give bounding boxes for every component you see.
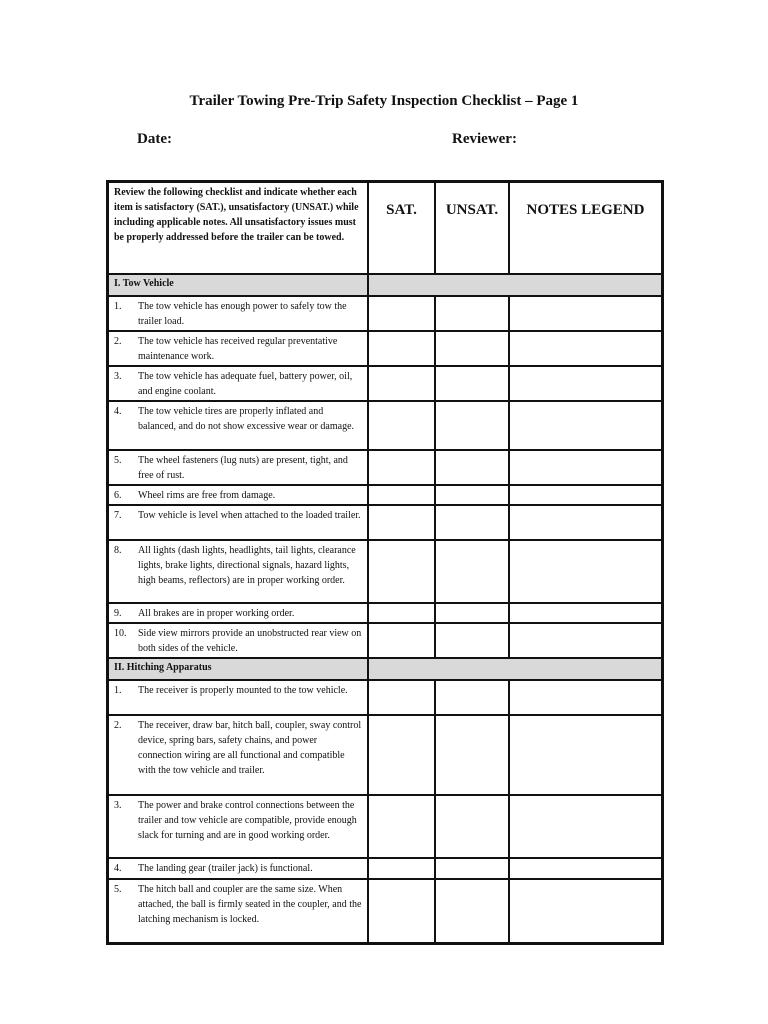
section-header-row [108,658,662,680]
item-text: The tow vehicle has adequate fuel, battery power, oil, and engine coolant. [138,371,353,397]
sat-cell[interactable] [368,296,435,331]
item-number: 4. [114,406,122,417]
unsat-cell[interactable] [435,485,509,505]
instructions-text: Review the following checklist and indicate whether each item is satisfactory (SAT.), unsatisfactory (UNSAT.) while including applicable notes. All unsatisfactory issues must be properly addressed before the trailer can be towed. [108,182,368,274]
unsat-column-header: UNSAT. [435,182,509,274]
notes-cell[interactable] [509,715,662,795]
unsat-cell[interactable] [435,366,509,401]
sat-cell[interactable] [368,505,435,540]
item-number: 8. [114,545,122,556]
checklist-item-cell [108,680,368,715]
unsat-cell[interactable] [435,879,509,943]
checklist-item-cell [108,795,368,858]
checklist-item-row [108,366,662,401]
notes-cell[interactable] [509,603,662,623]
item-number: 5. [114,884,122,895]
item-number: 3. [114,371,122,382]
checklist-item-cell [108,366,368,401]
section-header-blank [368,274,662,296]
item-text: Wheel rims are free from damage. [138,490,276,501]
section-header-blank [368,658,662,680]
notes-cell[interactable] [509,505,662,540]
notes-cell[interactable] [509,450,662,485]
unsat-cell[interactable] [435,603,509,623]
item-text: All lights (dash lights, headlights, tail lights, clearance lights, brake lights, directional signals, hazard lights, high beams, reflectors) are in proper working order. [138,545,356,586]
item-text: The tow vehicle has received regular preventative maintenance work. [138,336,338,362]
item-text: Tow vehicle is level when attached to the loaded trailer. [138,510,361,521]
section-header-row [108,274,662,296]
item-text: All brakes are in proper working order. [138,608,295,619]
notes-cell[interactable] [509,331,662,366]
sat-cell[interactable] [368,680,435,715]
item-text: The receiver is properly mounted to the tow vehicle. [138,685,348,696]
notes-cell[interactable] [509,795,662,858]
checklist-item-cell [108,715,368,795]
section-title: I. Tow Vehicle [108,274,368,296]
checklist-item-row [108,715,662,795]
checklist-item-row [108,680,662,715]
section-title: II. Hitching Apparatus [108,658,368,680]
notes-cell[interactable] [509,401,662,450]
checklist-item-cell [108,485,368,505]
checklist-item-row [108,331,662,366]
reviewer-label: Reviewer: [452,131,517,147]
item-number: 2. [114,336,122,347]
checklist-item-cell [108,401,368,450]
checklist-item-row [108,505,662,540]
page-title: Trailer Towing Pre-Trip Safety Inspection Checklist – Page 1 [189,93,579,109]
unsat-cell[interactable] [435,401,509,450]
item-number: 5. [114,455,122,466]
item-text: The landing gear (trailer jack) is functional. [138,863,313,874]
sat-cell[interactable] [368,795,435,858]
checklist-item-row [108,450,662,485]
notes-cell[interactable] [509,540,662,603]
checklist-item-cell [108,879,368,943]
header-row [108,182,662,274]
sat-cell[interactable] [368,450,435,485]
checklist-table [107,181,663,944]
notes-cell[interactable] [509,680,662,715]
checklist-item-row [108,485,662,505]
unsat-cell[interactable] [435,715,509,795]
checklist-item-cell [108,450,368,485]
unsat-cell[interactable] [435,540,509,603]
checklist-item-row [108,879,662,943]
notes-cell[interactable] [509,296,662,331]
sat-cell[interactable] [368,715,435,795]
notes-legend-column-header: NOTES LEGEND [509,182,662,274]
notes-cell[interactable] [509,366,662,401]
unsat-cell[interactable] [435,505,509,540]
item-number: 4. [114,863,122,874]
checklist-item-row [108,858,662,879]
item-number: 7. [114,510,122,521]
checklist-item-row [108,623,662,658]
sat-cell[interactable] [368,540,435,603]
date-label: Date: [137,131,172,147]
item-text: The hitch ball and coupler are the same size. When attached, the ball is firmly seated in the coupler, and the latching mechanism is locked. [138,884,362,925]
checklist-item-cell [108,540,368,603]
sat-cell[interactable] [368,858,435,879]
sat-cell[interactable] [368,401,435,450]
unsat-cell[interactable] [435,858,509,879]
checklist-item-row [108,401,662,450]
checklist-item-row [108,603,662,623]
item-text: The tow vehicle has enough power to safely tow the trailer load. [138,301,347,327]
unsat-cell[interactable] [435,623,509,658]
checklist-item-cell [108,603,368,623]
sat-cell[interactable] [368,603,435,623]
sat-cell[interactable] [368,623,435,658]
item-number: 1. [114,301,122,312]
checklist-item-cell [108,505,368,540]
notes-cell[interactable] [509,879,662,943]
item-number: 1. [114,685,122,696]
checklist-item-cell [108,623,368,658]
checklist-item-cell [108,858,368,879]
item-text: Side view mirrors provide an unobstructed rear view on both sides of the vehicle. [138,628,362,654]
checklist-item-row [108,540,662,603]
unsat-cell[interactable] [435,331,509,366]
item-text: The receiver, draw bar, hitch ball, coupler, sway control device, spring bars, safety chains, and power connection wiring are all functional and compatible with the tow vehicle and trailer. [138,720,362,776]
item-number: 2. [114,720,122,731]
sat-column-header: SAT. [368,182,435,274]
sat-cell[interactable] [368,485,435,505]
checklist-item-cell [108,331,368,366]
unsat-cell[interactable] [435,450,509,485]
item-number: 3. [114,800,122,811]
unsat-cell[interactable] [435,296,509,331]
checklist-item-cell [108,296,368,331]
checklist-item-row [108,296,662,331]
item-text: The tow vehicle tires are properly inflated and balanced, and do not show excessive wear or damage. [138,406,355,432]
item-number: 10. [114,628,127,639]
item-text: The wheel fasteners (lug nuts) are present, tight, and free of rust. [138,455,348,481]
sat-cell[interactable] [368,331,435,366]
item-text: The power and brake control connections between the trailer and tow vehicle are compatible, provide enough slack for turning and are in good working order. [138,800,357,841]
item-number: 6. [114,490,122,501]
sat-cell[interactable] [368,366,435,401]
item-number: 9. [114,608,122,619]
unsat-cell[interactable] [435,795,509,858]
checklist-item-row [108,795,662,858]
notes-cell[interactable] [509,623,662,658]
notes-cell[interactable] [509,485,662,505]
sat-cell[interactable] [368,879,435,943]
unsat-cell[interactable] [435,680,509,715]
notes-cell[interactable] [509,858,662,879]
